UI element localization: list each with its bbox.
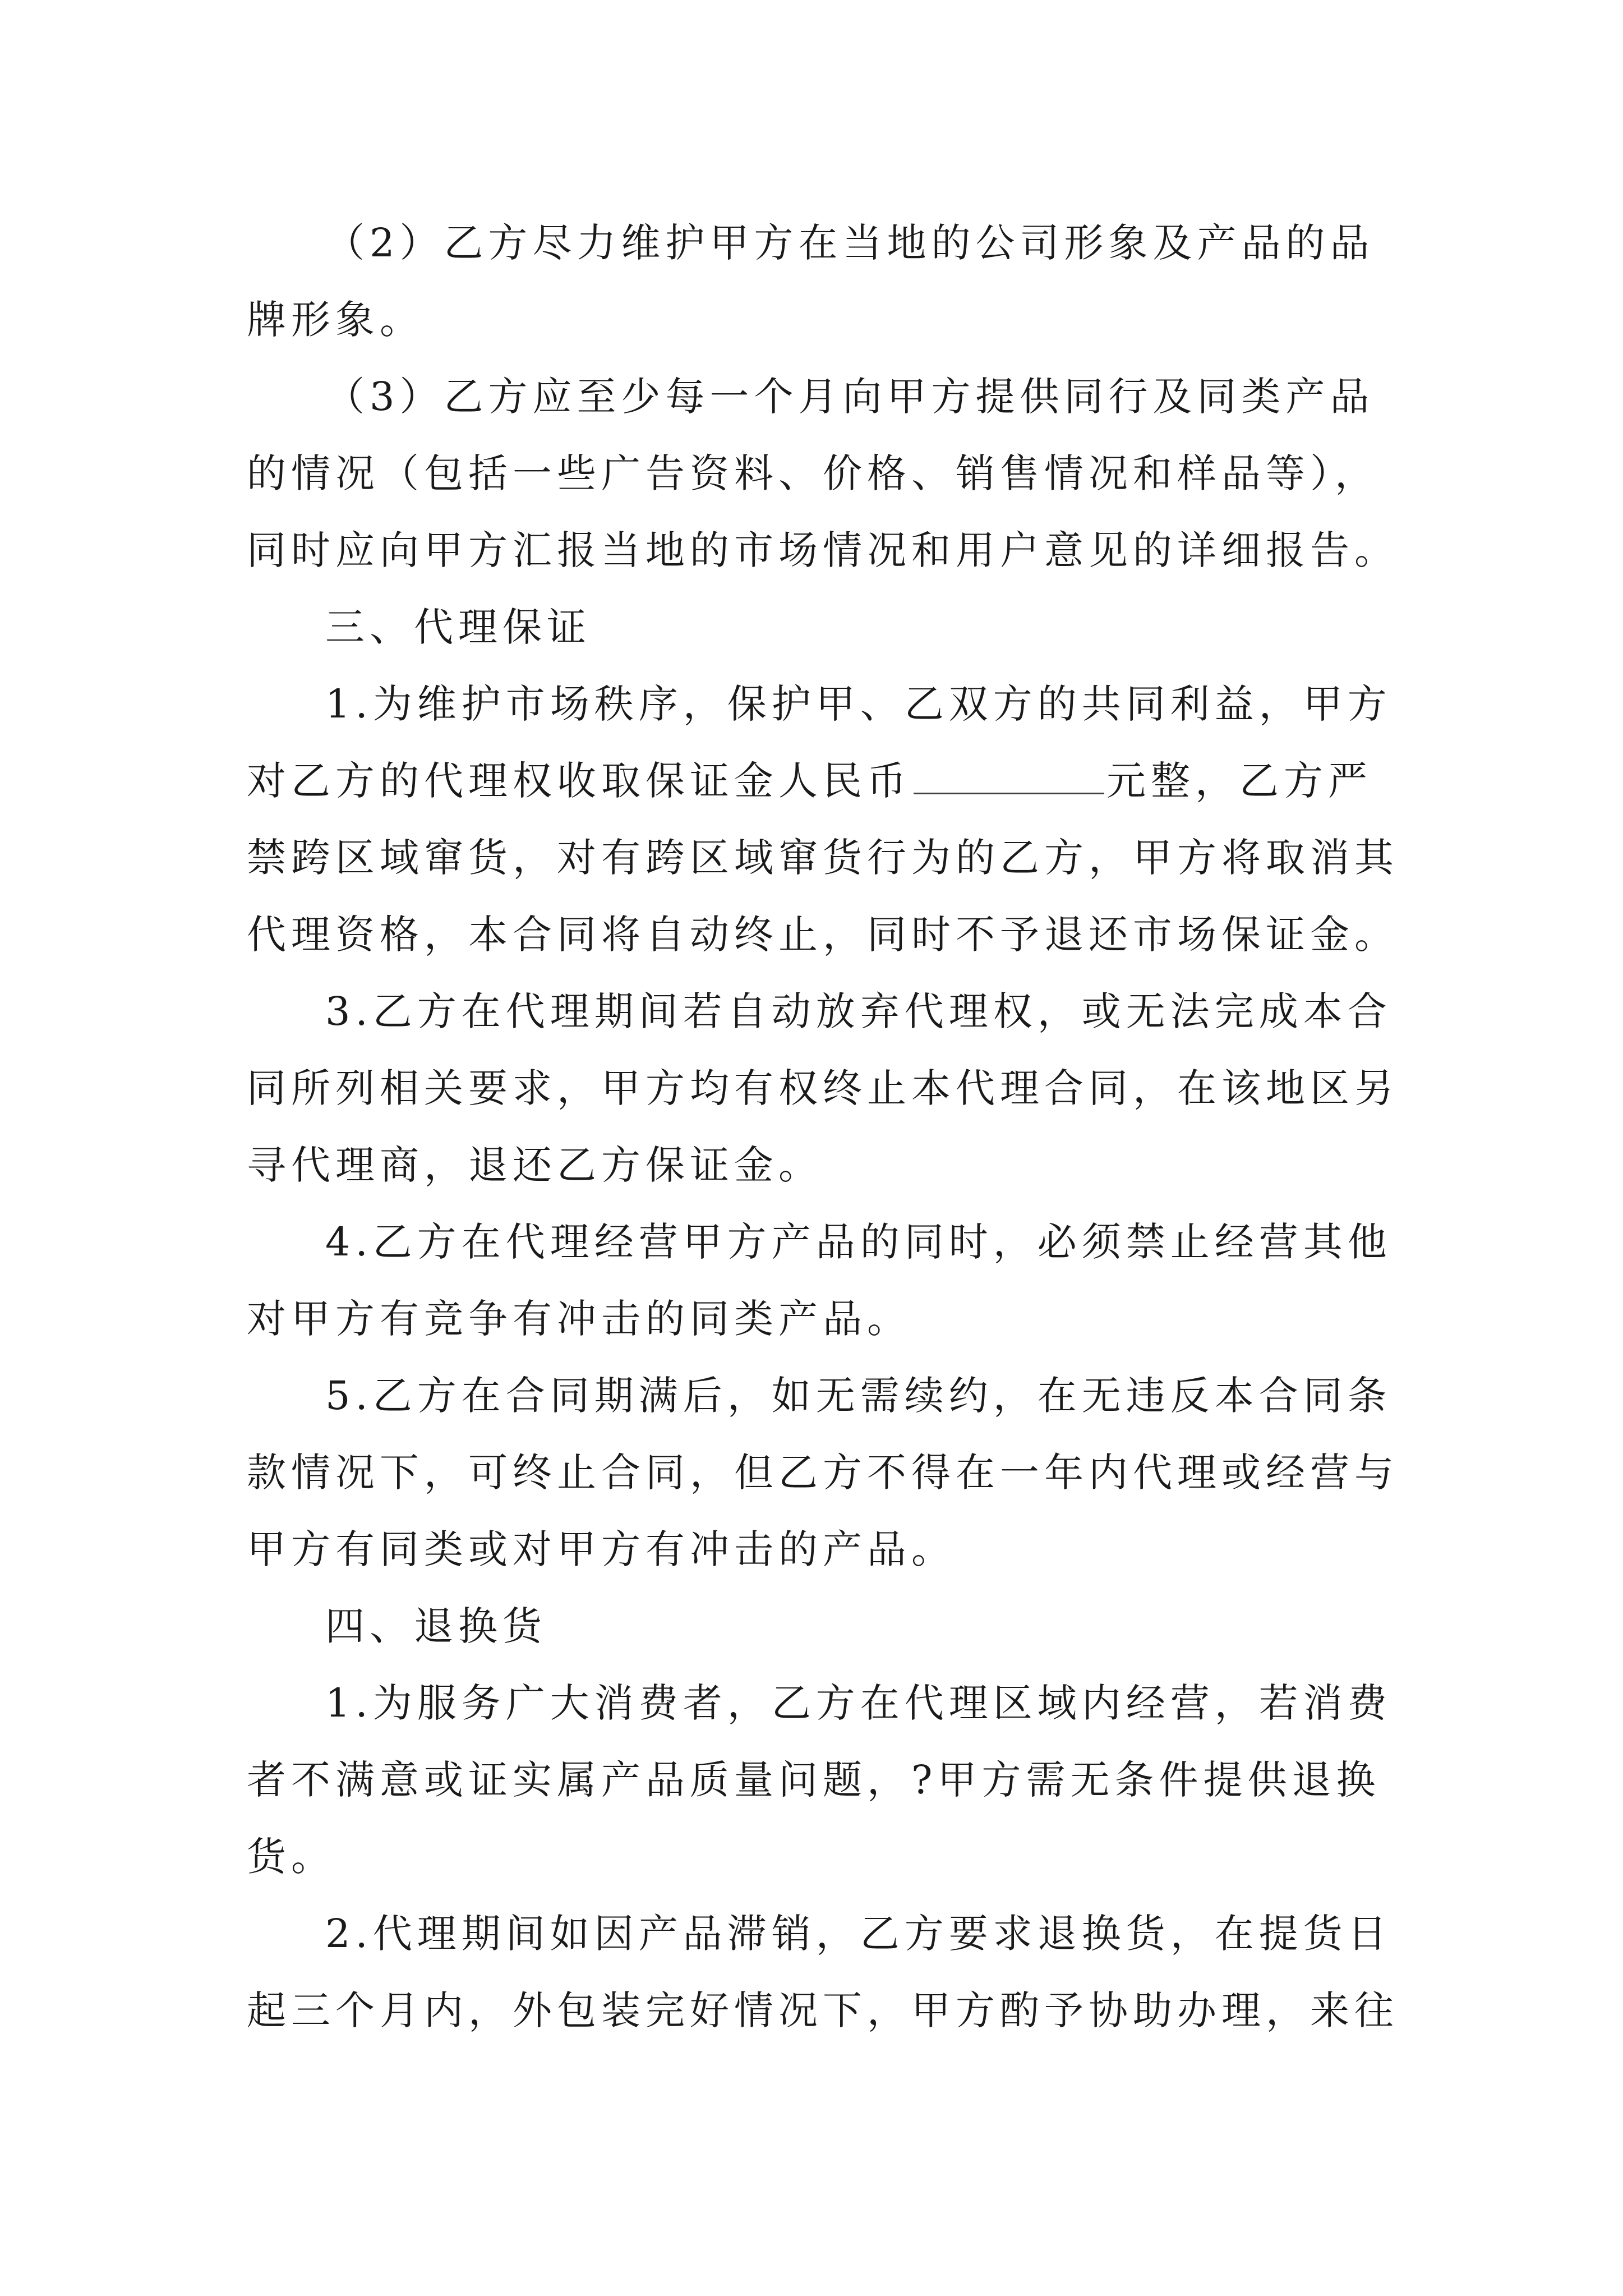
fill-in-blank bbox=[914, 758, 1104, 794]
paragraph-line: （2）乙方尽力维护甲方在当地的公司形象及产品的品 bbox=[325, 220, 1375, 266]
paragraph-line: 1.为维护市场秩序，保护甲、乙双方的共同利益，甲方 bbox=[325, 681, 1392, 727]
paragraph-line: 的情况（包括一些广告资料、价格、销售情况和样品等）， bbox=[247, 450, 1379, 496]
paragraph-line: 甲方有同类或对甲方有冲击的产品。 bbox=[247, 1526, 956, 1572]
section-heading: 三、代理保证 bbox=[325, 604, 591, 650]
paragraph-line: 款情况下，可终止合同，但乙方不得在一年内代理或经营与 bbox=[247, 1450, 1399, 1496]
paragraph-line: 3.乙方在代理期间若自动放弃代理权，或无法完成本合 bbox=[325, 988, 1392, 1034]
paragraph-line: 对甲方有竞争有冲击的同类产品。 bbox=[247, 1296, 911, 1342]
paragraph-line: 牌形象。 bbox=[247, 297, 424, 343]
paragraph-line: 2.代理期间如因产品滞销，乙方要求退换货，在提货日 bbox=[325, 1911, 1392, 1957]
paragraph-line: 代理资格，本合同将自动终止，同时不予退还市场保证金。 bbox=[247, 912, 1399, 958]
paragraph-line: 起三个月内，外包装完好情况下，甲方酌予协助办理，来往 bbox=[247, 1987, 1399, 2033]
paragraph-line: 同所列相关要求，甲方均有权终止本代理合同，在该地区另 bbox=[247, 1065, 1399, 1111]
paragraph-line: 货。 bbox=[247, 1834, 335, 1880]
paragraph-line: （3）乙方应至少每一个月向甲方提供同行及同类产品 bbox=[325, 374, 1375, 420]
paragraph-line: 者不满意或证实属产品质量问题，?甲方需无条件提供退换 bbox=[247, 1757, 1381, 1803]
paragraph-line: 5.乙方在合同期满后，如无需续约，在无违反本合同条 bbox=[325, 1373, 1392, 1419]
paragraph-line: 同时应向甲方汇报当地的市场情况和用户意见的详细报告。 bbox=[247, 527, 1399, 573]
line-segment: 对乙方的代理权收取保证金人民币 bbox=[247, 758, 911, 804]
paragraph-line: 禁跨区域窜货，对有跨区域窜货行为的乙方，甲方将取消其 bbox=[247, 835, 1399, 881]
paragraph-line: 4.乙方在代理经营甲方产品的同时，必须禁止经营其他 bbox=[325, 1219, 1392, 1265]
paragraph-line: 寻代理商，退还乙方保证金。 bbox=[247, 1142, 823, 1188]
line-segment: 元整，乙方严 bbox=[1106, 758, 1372, 804]
paragraph-line-with-blank bbox=[247, 756, 1372, 806]
section-heading: 四、退换货 bbox=[325, 1603, 547, 1649]
paragraph-line: 1.为服务广大消费者，乙方在代理区域内经营，若消费 bbox=[325, 1680, 1392, 1726]
